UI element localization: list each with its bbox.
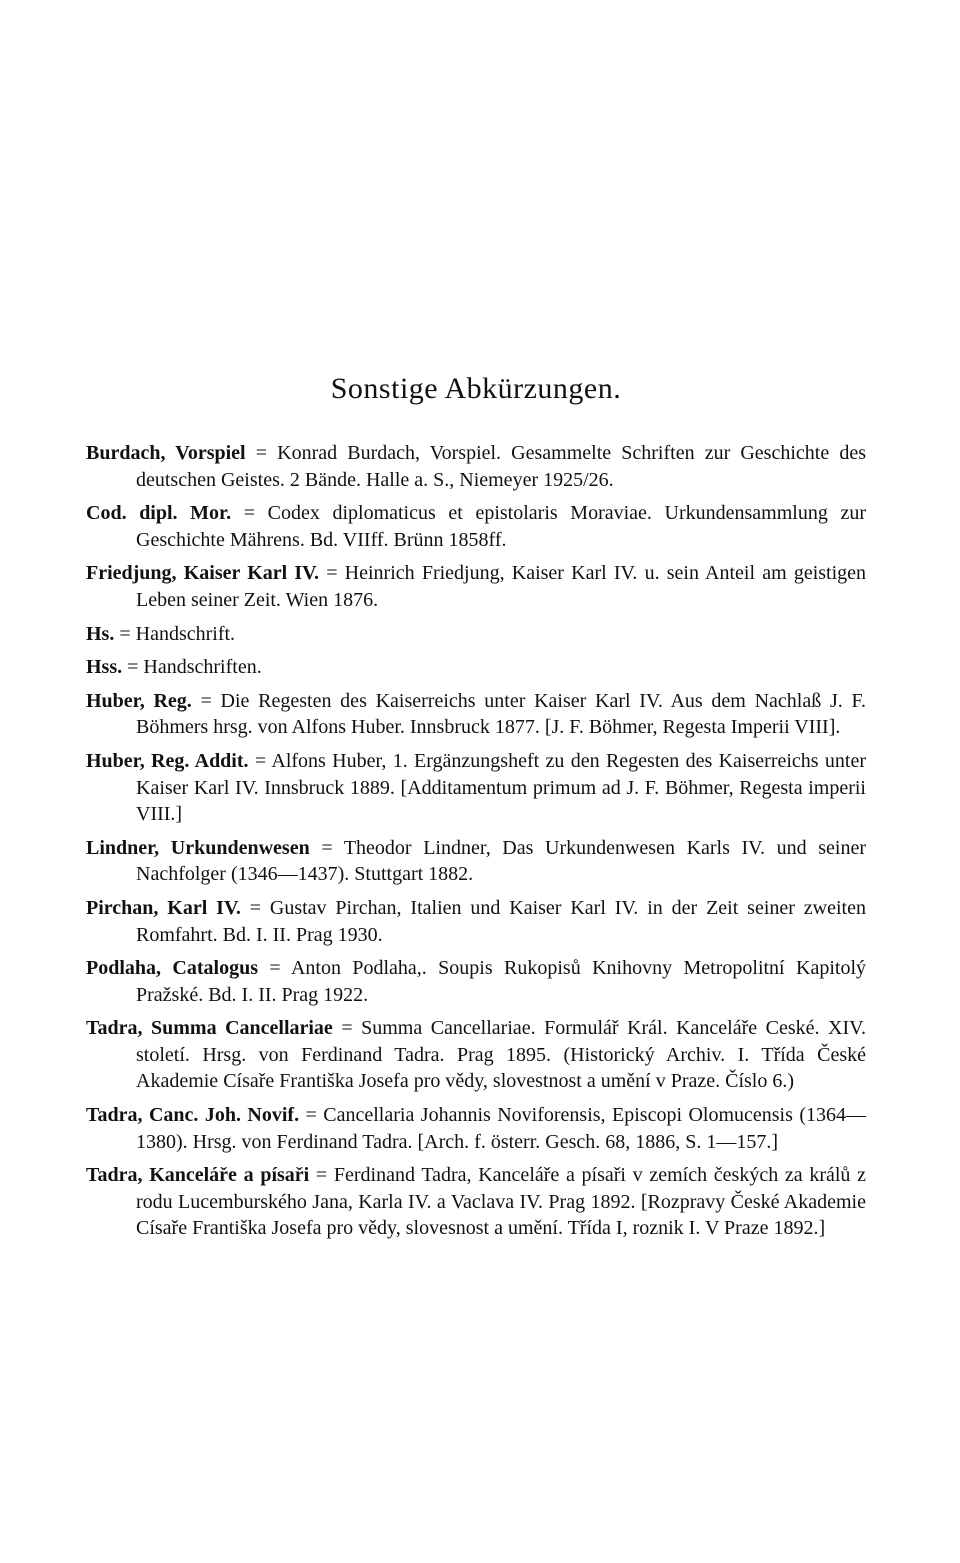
abbreviation-term: Tadra, Kanceláře a písaři [86, 1164, 310, 1187]
abbreviation-expansion: = Konrad Burdach, Vorspiel. Gesammelte Schriften zur Geschichte des deutschen Geistes. 2 Bände. Halle a. S., Niemeyer 1925/26. [136, 442, 866, 491]
abbreviation-entry [86, 1015, 866, 1095]
abbreviation-entry [86, 955, 866, 1008]
abbreviation-expansion: = Summa Cancellariae. Formulář Král. Kanceláře Ceské. XIV. století. Hrsg. von Ferdinand Tadra. Prag 1895. (Historický Archiv. I. Třída České Akademie Císaře Františka Josefa pro vědy, slovestnost a umění v Praze. Číslo 6.) [136, 1017, 866, 1093]
abbreviation-entry [86, 1102, 866, 1155]
abbreviation-entry [86, 1162, 866, 1242]
abbreviation-expansion: = Cancellaria Johannis Noviforensis, Episcopi Olomucensis (1364—1380). Hrsg. von Ferdinand Tadra. [Arch. f. österr. Gesch. 68, 1886, S. 1—157.] [136, 1104, 866, 1153]
abbreviation-expansion: = Ferdinand Tadra, Kanceláře a písaři v zemích českých za králů z rodu Lucemburského Jana, Karla IV. a Vaclava IV. Prag 1892. [Rozpravy České Akademie Císaře Františka Josefa pro vědy, slovesnost a umění. Třída I, roznik I. V Praze 1892.] [136, 1164, 867, 1240]
abbreviation-entry [86, 895, 866, 948]
abbreviation-term: Hs. [86, 622, 115, 645]
abbreviation-term: Lindner, Urkundenwesen [86, 836, 310, 859]
abbreviation-entry [86, 500, 866, 553]
abbreviation-term: Podlaha, Catalogus [86, 957, 258, 980]
abbreviation-term: Friedjung, Kaiser Karl IV. [86, 562, 320, 585]
abbreviation-term: Pirchan, Karl IV. [86, 896, 241, 919]
abbreviation-list [86, 440, 866, 1242]
abbreviation-term: Huber, Reg. [86, 689, 192, 712]
abbreviation-entry [86, 654, 866, 681]
abbreviation-expansion: = Handschrift. [119, 622, 236, 645]
abbreviation-entry [86, 440, 866, 493]
abbreviation-expansion: = Handschriften. [127, 656, 262, 679]
abbreviation-term: Tadra, Summa Cancellariae [86, 1017, 333, 1040]
abbreviation-expansion: = Anton Podlaha,. Soupis Rukopisů Knihovny Metropolitní Kapitolý Pražské. Bd. I. II. Prag 1922. [136, 957, 866, 1006]
abbreviation-entry [86, 560, 866, 613]
abbreviation-term: Hss. [86, 656, 123, 679]
abbreviation-expansion: = Codex diplomaticus et epistolaris Moraviae. Urkundensammlung zur Geschichte Mährens. Bd. VIIff. Brünn 1858ff. [136, 502, 867, 551]
abbreviation-term: Cod. dipl. Mor. [86, 502, 232, 525]
abbreviation-expansion: = Theodor Lindner, Das Urkundenwesen Karls IV. und seiner Nachfolger (1346—1437). Stuttgart 1882. [136, 836, 866, 886]
document-page [86, 372, 866, 1249]
abbreviation-expansion: = Gustav Pirchan, Italien und Kaiser Karl IV. in der Zeit seiner zweiten Romfahrt. Bd. I. II. Prag 1930. [136, 896, 866, 946]
abbreviation-term: Burdach, Vorspiel [86, 442, 246, 464]
abbreviation-expansion: = Heinrich Friedjung, Kaiser Karl IV. u. sein Anteil am geistigen Leben seiner Zeit. Wien 1876. [136, 562, 867, 611]
abbreviation-entry [86, 688, 866, 741]
abbreviation-expansion: = Die Regesten des Kaiserreichs unter Kaiser Karl IV. Aus dem Nachlaß J. F. Böhmers hrsg. von Alfons Huber. Innsbruck 1877. [J. F. Böhmer, Regesta Imperii VIII]. [136, 689, 866, 739]
abbreviation-entry [86, 835, 866, 888]
abbreviation-expansion: = Alfons Huber, 1. Ergänzungsheft zu den Regesten des Kaiserreichs unter Kaiser Karl IV. Innsbruck 1889. [Additamentum primum ad J. F. Böhmer, Regesta imperii VIII.] [136, 749, 867, 826]
abbreviation-entry [86, 748, 866, 828]
page-title: Sonstige Abkürzungen. [330, 372, 622, 405]
abbreviation-term: Huber, Reg. Addit. [86, 749, 249, 772]
abbreviation-entry [86, 621, 866, 648]
abbreviation-term: Tadra, Canc. Joh. Novif. [86, 1104, 300, 1127]
